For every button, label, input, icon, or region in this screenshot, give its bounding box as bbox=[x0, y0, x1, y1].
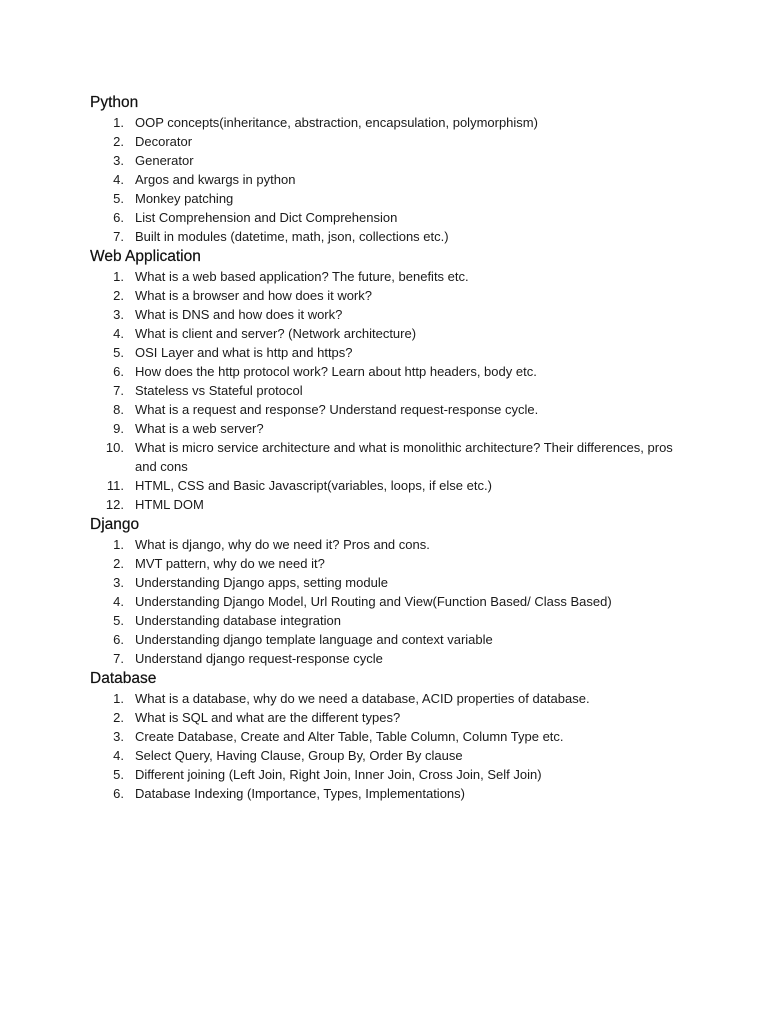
list-item bbox=[90, 113, 690, 132]
list-number: 4. bbox=[113, 594, 124, 609]
list-item-text: What is SQL and what are the different types? bbox=[135, 710, 401, 725]
list-item-text: Understanding Django apps, setting module bbox=[135, 575, 388, 590]
list-number: 7. bbox=[113, 229, 124, 244]
list-item bbox=[90, 689, 690, 708]
list-number: 4. bbox=[113, 172, 124, 187]
list-number: 1. bbox=[113, 537, 124, 552]
section-database bbox=[90, 668, 690, 803]
list-number: 12. bbox=[105, 497, 124, 512]
list-item-text: Generator bbox=[135, 153, 194, 168]
list-item-text: Select Query, Having Clause, Group By, Order By clause bbox=[135, 748, 463, 763]
list-item-text: Decorator bbox=[135, 134, 193, 149]
list-item-text: What is a browser and how does it work? bbox=[135, 288, 372, 303]
list-number: 6. bbox=[113, 364, 124, 379]
list-item-text: What is a web server? bbox=[135, 421, 264, 436]
list-number: 5. bbox=[113, 613, 124, 628]
list-item-text: List Comprehension and Dict Comprehension bbox=[135, 210, 398, 225]
list-item bbox=[90, 208, 690, 227]
list-number: 3. bbox=[113, 575, 124, 590]
section-django bbox=[90, 514, 690, 668]
list-item bbox=[90, 535, 690, 554]
list-number: 2. bbox=[113, 288, 124, 303]
section-heading: Web Application bbox=[90, 248, 201, 265]
list-item bbox=[90, 611, 690, 630]
list-number: 3. bbox=[113, 153, 124, 168]
list-item bbox=[90, 286, 690, 305]
document-body bbox=[90, 92, 690, 803]
list-item-text: Monkey patching bbox=[135, 191, 234, 206]
list-item bbox=[90, 746, 690, 765]
list-number: 4. bbox=[113, 326, 124, 341]
numbered-list bbox=[90, 267, 690, 514]
list-number: 1. bbox=[113, 115, 124, 130]
list-item bbox=[90, 381, 690, 400]
list-item-text: What is django, why do we need it? Pros and cons. bbox=[135, 537, 430, 552]
list-item-text: What is client and server? (Network architecture) bbox=[135, 326, 417, 341]
list-item-text: Understanding django template language and context variable bbox=[135, 632, 493, 647]
list-number: 2. bbox=[113, 710, 124, 725]
list-item-text: What is micro service architecture and what is monolithic architecture? Their differences, pros and cons bbox=[135, 440, 673, 474]
list-item bbox=[90, 630, 690, 649]
list-item bbox=[90, 305, 690, 324]
list-number: 5. bbox=[113, 191, 124, 206]
list-number: 2. bbox=[113, 134, 124, 149]
list-item-text: What is a database, why do we need a database, ACID properties of database. bbox=[135, 691, 590, 706]
list-item-text: HTML, CSS and Basic Javascript(variables, loops, if else etc.) bbox=[135, 478, 492, 493]
list-item-text: Understanding Django Model, Url Routing and View(Function Based/ Class Based) bbox=[135, 594, 612, 609]
list-number: 7. bbox=[113, 651, 124, 666]
list-item bbox=[90, 649, 690, 668]
list-item bbox=[90, 573, 690, 592]
numbered-list bbox=[90, 689, 690, 803]
list-number: 5. bbox=[113, 767, 124, 782]
list-number: 6. bbox=[113, 210, 124, 225]
list-item bbox=[90, 765, 690, 784]
list-item-text: What is DNS and how does it work? bbox=[135, 307, 343, 322]
list-item bbox=[90, 132, 690, 151]
section-heading: Python bbox=[90, 94, 139, 111]
section-heading: Database bbox=[90, 670, 157, 687]
list-item-text: Database Indexing (Importance, Types, Implementations) bbox=[135, 786, 465, 801]
list-item-text: How does the http protocol work? Learn about http headers, body etc. bbox=[135, 364, 537, 379]
list-item bbox=[90, 189, 690, 208]
list-number: 1. bbox=[113, 269, 124, 284]
list-item bbox=[90, 708, 690, 727]
section-python bbox=[90, 92, 690, 246]
list-number: 2. bbox=[113, 556, 124, 571]
numbered-list bbox=[90, 535, 690, 668]
list-item bbox=[90, 495, 690, 514]
list-number: 10. bbox=[105, 440, 124, 455]
list-item bbox=[90, 362, 690, 381]
list-number: 9. bbox=[113, 421, 124, 436]
list-item bbox=[90, 592, 690, 611]
section-web-application bbox=[90, 246, 690, 514]
list-item-text: HTML DOM bbox=[135, 497, 204, 512]
list-item bbox=[90, 554, 690, 573]
list-number: 3. bbox=[113, 307, 124, 322]
list-item bbox=[90, 784, 690, 803]
list-item bbox=[90, 324, 690, 343]
list-item bbox=[90, 227, 690, 246]
list-item-text: OOP concepts(inheritance, abstraction, encapsulation, polymorphism) bbox=[135, 115, 538, 130]
list-item-text: What is a web based application? The future, benefits etc. bbox=[135, 269, 469, 284]
list-item bbox=[90, 151, 690, 170]
list-item-text: MVT pattern, why do we need it? bbox=[135, 556, 325, 571]
list-item-text: Built in modules (datetime, math, json, collections etc.) bbox=[135, 229, 449, 244]
list-item-text: What is a request and response? Understand request-response cycle. bbox=[135, 402, 539, 417]
list-item bbox=[90, 267, 690, 286]
list-item-text: Create Database, Create and Alter Table, Table Column, Column Type etc. bbox=[135, 729, 564, 744]
list-item bbox=[90, 170, 690, 189]
list-number: 8. bbox=[113, 402, 124, 417]
list-number: 4. bbox=[113, 748, 124, 763]
list-number: 3. bbox=[113, 729, 124, 744]
list-item bbox=[90, 419, 690, 438]
list-item bbox=[90, 476, 690, 495]
list-number: 7. bbox=[113, 383, 124, 398]
list-item-text: Argos and kwargs in python bbox=[135, 172, 296, 187]
list-item-text: Understanding database integration bbox=[135, 613, 341, 628]
list-item bbox=[90, 400, 690, 419]
list-item-text: Understand django request-response cycle bbox=[135, 651, 383, 666]
section-heading: Django bbox=[90, 516, 140, 533]
list-number: 1. bbox=[113, 691, 124, 706]
list-item bbox=[90, 727, 690, 746]
list-item-text: Stateless vs Stateful protocol bbox=[135, 383, 303, 398]
list-number: 6. bbox=[113, 632, 124, 647]
list-item bbox=[90, 343, 690, 362]
list-item-text: OSI Layer and what is http and https? bbox=[135, 345, 353, 360]
list-number: 6. bbox=[113, 786, 124, 801]
list-number: 11. bbox=[106, 478, 124, 493]
list-item-text: Different joining (Left Join, Right Join, Inner Join, Cross Join, Self Join) bbox=[135, 767, 542, 782]
list-item bbox=[90, 438, 690, 476]
numbered-list bbox=[90, 113, 690, 246]
list-number: 5. bbox=[113, 345, 124, 360]
